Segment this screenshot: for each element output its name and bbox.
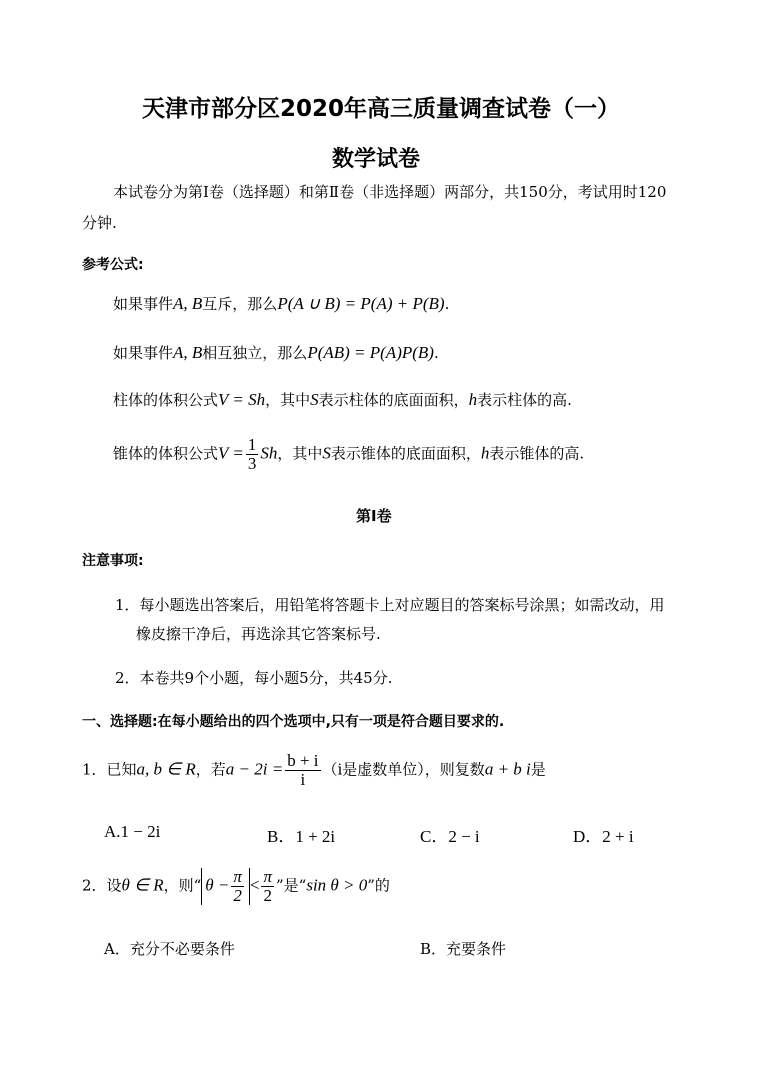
q2-abs-lhs: θ − bbox=[205, 875, 230, 895]
notice-1-line-1: 1．每小题选出答案后，用铅笔将答题卡上对应题目的答案标号涂黑；如需改动，用 bbox=[115, 596, 665, 614]
formula-3-h: h bbox=[468, 390, 478, 409]
q1-num: b + i bbox=[287, 751, 319, 770]
q2-mid2: ”是“ bbox=[276, 876, 307, 895]
q1-mid: ，若 bbox=[195, 760, 226, 779]
page-subtitle: 数学试卷 bbox=[332, 147, 421, 172]
part-heading: 一、选择题:在每小题给出的四个选项中,只有一项是符合题目要求的. bbox=[82, 714, 505, 730]
formula-3-prefix: 柱体的体积公式 bbox=[113, 391, 219, 409]
intro-line-1: 本试卷分为第Ⅰ卷（选择题）和第Ⅱ卷（非选择题）两部分，共150分，考试用时120 bbox=[113, 183, 667, 201]
formula-3-expr: V = Sh bbox=[218, 390, 266, 409]
q2-fraction-2 bbox=[261, 868, 274, 905]
formula-1 bbox=[113, 293, 449, 314]
formula-4-prefix: 锥体的体积公式 bbox=[113, 444, 219, 463]
formula-3-S: S bbox=[310, 390, 319, 409]
formula-2-prefix: 如果事件 bbox=[113, 344, 174, 362]
notice-heading: 注意事项: bbox=[82, 553, 144, 569]
q1-expr: a + b i bbox=[484, 759, 531, 779]
formulas-heading: 参考公式: bbox=[82, 257, 144, 273]
q2-two-1: 2 bbox=[233, 886, 242, 905]
q2-pi-1: π bbox=[233, 867, 242, 886]
formula-4-end: 表示锥体的高. bbox=[489, 444, 585, 463]
formula-2 bbox=[113, 342, 439, 363]
q2-lt: < bbox=[249, 875, 260, 895]
q2-option-b: B．充要条件 bbox=[420, 940, 507, 958]
q1-option-d: D．2 + i bbox=[573, 827, 634, 846]
notice-2: 2．本卷共9个小题，每小题5分，共45分. bbox=[115, 669, 393, 687]
page-title: 天津市部分区2020年高三质量调查试卷（一） bbox=[142, 96, 621, 122]
formula-2-mid: 相互独立，那么 bbox=[202, 344, 308, 362]
formula-4-den: 3 bbox=[247, 454, 257, 473]
q2-end: ”的 bbox=[367, 876, 390, 895]
q2-pi-2: π bbox=[263, 867, 272, 886]
formula-2-end: . bbox=[433, 344, 439, 362]
intro-line-2: 分钟. bbox=[82, 214, 117, 232]
formula-1-prefix: 如果事件 bbox=[113, 295, 174, 313]
formula-3-mid1: ，其中 bbox=[265, 391, 311, 409]
formula-2-vars: A, B bbox=[173, 343, 203, 362]
formula-4-S: S bbox=[322, 443, 331, 463]
formula-4-lhs: V = bbox=[218, 443, 244, 463]
q2-absolute-value bbox=[201, 868, 250, 905]
q2-cond: θ ∈ R bbox=[121, 875, 164, 895]
q1-lhs: a − 2i = bbox=[225, 759, 284, 779]
q2-fraction-1 bbox=[231, 868, 244, 905]
section-title: 第Ⅰ卷 bbox=[356, 507, 392, 525]
formula-4 bbox=[113, 436, 584, 473]
formula-4-h: h bbox=[480, 443, 490, 463]
formula-2-expr: P(AB) = P(A)P(B) bbox=[307, 343, 434, 362]
formula-1-expr: P(A ∪ B) = P(A) + P(B) bbox=[277, 294, 445, 313]
formula-4-rhs: Sh bbox=[260, 443, 278, 463]
q1-option-c: C．2 − i bbox=[420, 827, 480, 846]
q1-cond: a, b ∈ R bbox=[136, 759, 196, 779]
q1-option-a: A.1 − 2i bbox=[104, 822, 161, 841]
formula-1-mid: 互斥，那么 bbox=[202, 295, 278, 313]
q1-den: i bbox=[300, 770, 306, 789]
formula-1-end: . bbox=[444, 295, 450, 313]
formula-4-num: 1 bbox=[247, 435, 257, 454]
formula-4-fraction bbox=[246, 436, 259, 473]
q1-end: 是 bbox=[530, 760, 546, 779]
formula-3-end: 表示柱体的高. bbox=[477, 391, 572, 409]
q2-option-a: A．充分不必要条件 bbox=[104, 940, 235, 958]
formula-4-mid1: ，其中 bbox=[277, 444, 323, 463]
q1-note: （i是虚数单位），则复数 bbox=[322, 760, 485, 779]
q1-fraction bbox=[285, 752, 320, 789]
formula-3-mid2: 表示柱体的底面面积， bbox=[318, 391, 469, 409]
question-2 bbox=[82, 868, 390, 905]
formula-1-vars: A, B bbox=[173, 294, 203, 313]
q1-prefix: 1．已知 bbox=[82, 760, 137, 779]
q2-prefix: 2．设 bbox=[82, 876, 122, 895]
q1-option-b: B．1 + 2i bbox=[267, 827, 336, 846]
q2-sin: sin θ > 0 bbox=[306, 875, 368, 895]
question-1 bbox=[82, 752, 546, 789]
notice-1-line-2: 橡皮擦干净后，再选涂其它答案标号. bbox=[136, 625, 381, 643]
formula-3 bbox=[113, 389, 572, 410]
formula-4-mid2: 表示锥体的底面面积， bbox=[330, 444, 481, 463]
q2-mid: ，则“ bbox=[163, 876, 202, 895]
q2-two-2: 2 bbox=[263, 886, 272, 905]
